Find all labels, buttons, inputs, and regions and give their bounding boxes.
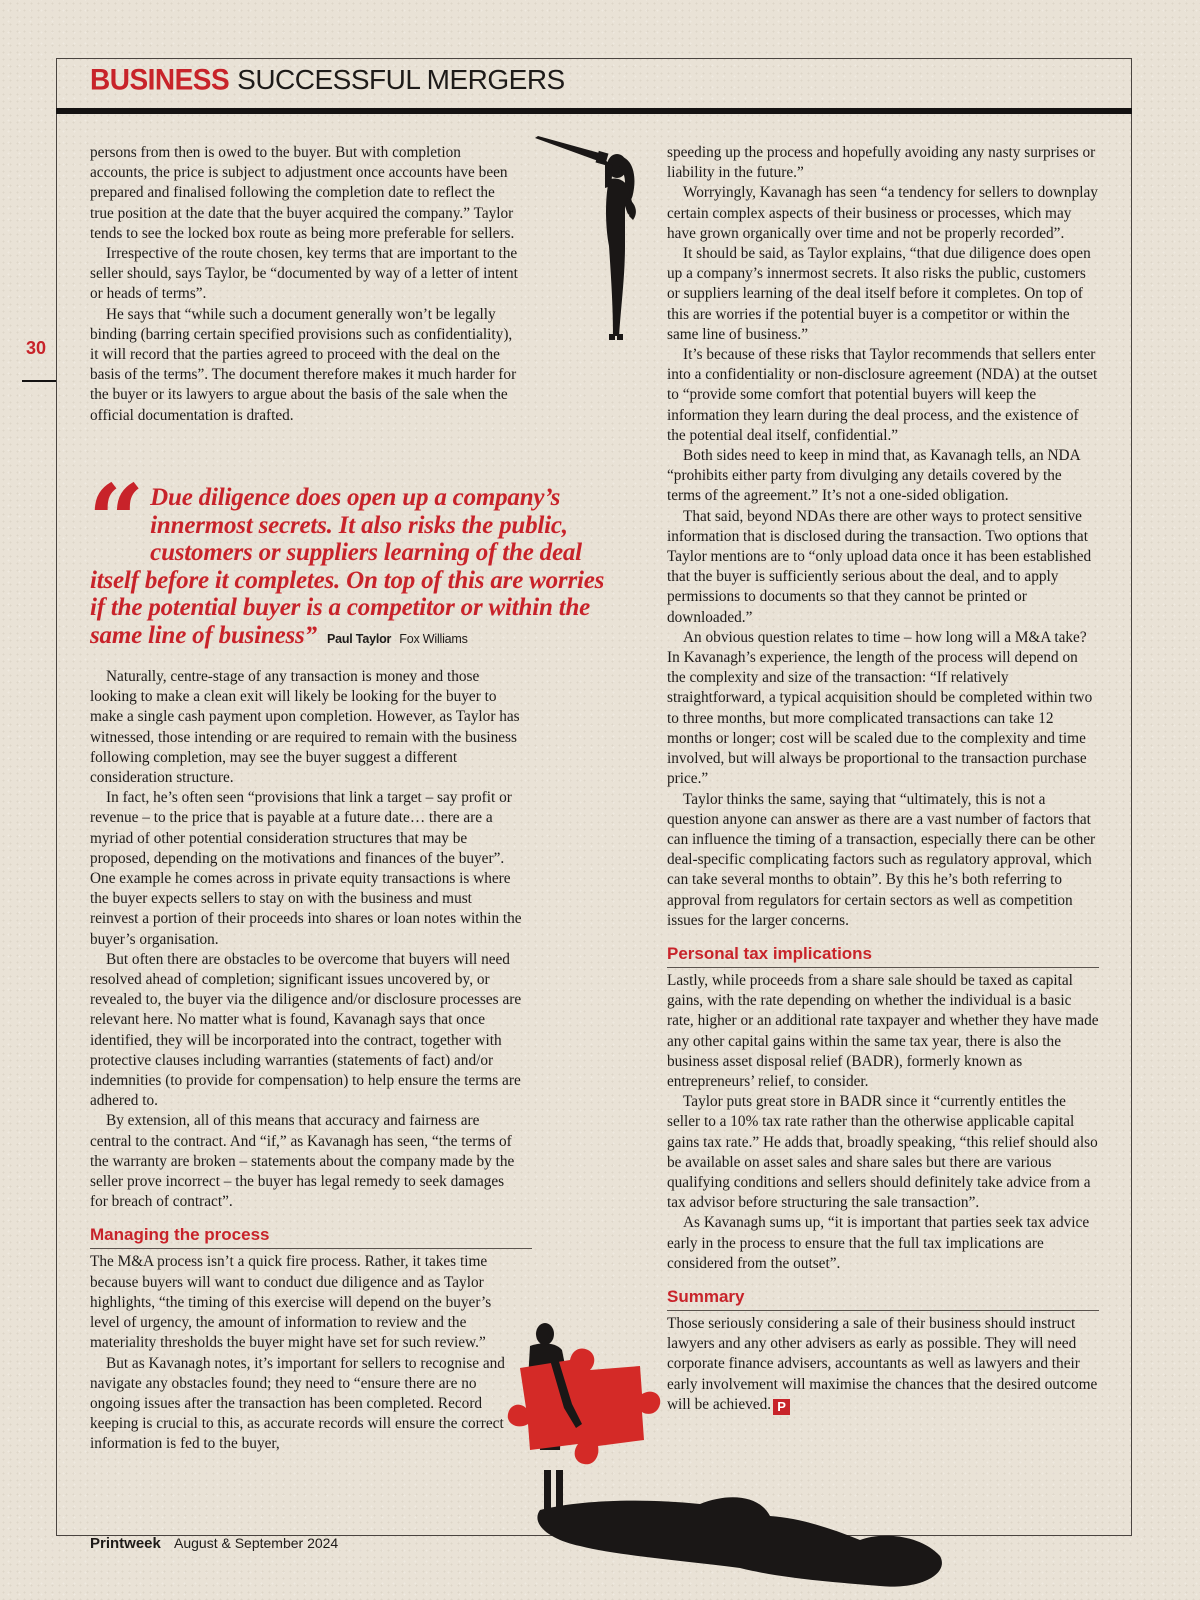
- paragraph: Taylor thinks the same, saying that “ultimately, this is not a question anyone can answer as there are a vast number of factors that can influence the timing of a transaction, especially there can be other deal-specific complicating factors such as regulatory approval, which can take several months to obtain”. By this he’s both referring to approval from regulators for certain sectors as well as competition issues for the larger concerns.: [667, 790, 1096, 929]
- subheading-tax: Personal tax implications: [667, 943, 1099, 968]
- quote-mark-icon: “: [88, 464, 145, 579]
- subheading-managing: Managing the process: [90, 1224, 532, 1249]
- paragraph: In fact, he’s often seen “provisions that link a target – say profit or revenue – to the price that is payable at a future date… there are a myriad of other potential consideration structures that may be proposed, depending on the motivations and finances of the buyer”. One example he comes across in private equity transactions is where the buyer expects sellers to stay on with the business and must reinvest a portion of their proceeds into shares or loan notes within the buyer’s organisation.: [90, 789, 522, 948]
- paragraph: As Kavanagh sums up, “it is important that parties seek tax advice early in the process to ensure that the full tax implications are considered from the outset”.: [667, 1214, 1090, 1272]
- woman-with-telescope-icon: [535, 136, 655, 342]
- page-number-rule: [22, 380, 56, 382]
- footer: [90, 1535, 338, 1552]
- section-header: [90, 64, 565, 104]
- column-2: [667, 143, 1099, 1415]
- paragraph: Both sides need to keep in mind that, as Kavanagh tells, an NDA “prohibits either party from divulging any details covered by the terms of the agreement.” It’s not a one-sided obligation.: [667, 447, 1080, 505]
- topic-label: SUCCESSFUL MERGERS: [237, 64, 565, 95]
- paragraph: But often there are obstacles to be overcome that buyers will need resolved ahead of completion; significant issues uncovered by, or revealed to, the buyer via the diligence and/or disclosure processes are relevant here. No matter what is found, Kavanagh says that once identified, they will be incorporated into the contract, together with protective clauses including warranties (statements of fact) and/or indemnities (to provide for compensation) to help ensure the terms are adhered to.: [90, 950, 522, 1110]
- man-carrying-jigsaw-piece-icon: [500, 1320, 1020, 1600]
- pull-quote-text: Due diligence does open up a company’s innermost secrets. It also risks the public, customers or suppliers learning of the deal itself before it completes. On top of this are worries if the potential buyer is a competitor or within the same line of business”: [90, 484, 605, 649]
- end-mark-icon: P: [773, 1399, 790, 1415]
- column-1-top: [90, 143, 522, 426]
- paragraph: Lastly, while proceeds from a share sale should be taxed as capital gains, with the rate depending on whether the individual is a basic rate, higher or an additional rate taxpayer and whether they have made any other capital gains within the same tax year, there is also the business asset disposal relief (BADR), formerly known as entrepreneurs’ relief, to consider.: [667, 971, 1099, 1090]
- paragraph: Taylor puts great store in BADR since it “currently entitles the seller to a 10% tax rate rather than the otherwise applicable capital gains tax rate.” He adds that, broadly speaking, “this relief should also be available on asset sales and share sales but there are various qualifying conditions and sellers should definitely take advice from a tax advisor before structuring the sale transaction”.: [667, 1093, 1098, 1212]
- pull-quote-organisation: Fox Williams: [399, 631, 468, 646]
- paragraph: speeding up the process and hopefully avoiding any nasty surprises or liability in the future.”: [667, 144, 1096, 182]
- pull-quote-author: Paul Taylor: [326, 631, 392, 646]
- summary-text: Those seriously considering a sale of their business should instruct lawyers and any other advisers as early as possible. They will need corporate finance advisers, accountants as well as lawyers and their early involvement will maximise the chances that the desired outcome will be achieved.: [667, 1314, 1098, 1413]
- header-rule: [56, 108, 1132, 114]
- paragraph: It should be said, as Taylor explains, “that due diligence does open up a company’s innermost secrets. It also risks the public, customers or suppliers learning of the deal itself before it completes. On top of this are worries if the potential buyer is a competitor or within the same line of business.”: [667, 245, 1091, 343]
- paragraph: An obvious question relates to time – how long will a M&A take? In Kavanagh’s experience, the length of the process will depend on the complexity and size of the transaction: “If relatively straightforward, a typical acquisition should be completed within two to three months, but more complicated transactions can take 12 months or longer; cost will be scaled due to the complexity and time involved, but will always be proportional to the transaction purchase price.”: [667, 628, 1093, 788]
- page-number: 30: [26, 338, 47, 358]
- column-1-bottom: [90, 667, 522, 1455]
- subheading-summary: Summary: [667, 1286, 1099, 1311]
- paragraph: The M&A process isn’t a quick fire process. Rather, it takes time because buyers will want to conduct due diligence and as Taylor highlights, “the timing of this exercise will depend on the buyer’s level of urgency, the amount of information to review and the materiality thresholds the buyer might have set for such review.”: [90, 1253, 492, 1352]
- paragraph: By extension, all of this means that accuracy and fairness are central to the contract. And “if,” as Kavanagh has seen, “the terms of the warranty are broken – statements about the company made by the seller prove incorrect – the buyer has legal remedy to seek damages for breach of contract”.: [90, 1112, 515, 1211]
- paragraph: That said, beyond NDAs there are other ways to protect sensitive information that is disclosed during the transaction. Two options that Taylor mentions are to “only upload data once it has been established that the buyer is sufficiently serious about the deal, and to apply permissions to documents so that they cannot be printed or downloaded.”: [667, 507, 1092, 626]
- section-label: BUSINESS: [90, 63, 230, 96]
- paragraph: Naturally, centre-stage of any transaction is money and those looking to make a clean exit will likely be looking for the buyer to make a single cash payment upon completion. However, as Taylor has witnessed, those intending or are required to remain with the business following completion, may see the buyer suggest a different consideration structure.: [90, 668, 520, 787]
- paragraph: He says that “while such a document generally won’t be legally binding (barring certain specified provisions such as confidentiality), it will record that the parties agreed to proceed with the deal on the basis of the terms”. The document therefore makes it much harder for the buyer or its lawyers to argue about the basis of the sale when the official documentation is drafted.: [90, 305, 517, 424]
- paragraph: Irrespective of the route chosen, key terms that are important to the seller should, says Taylor, be “documented by way of a letter of intent or heads of terms”.: [90, 245, 518, 303]
- paragraph: It’s because of these risks that Taylor recommends that sellers enter into a confidentiality or non-disclosure agreement (NDA) at the outset to “provide some comfort that potential buyers will keep the information they learn during the deal process, and the existence of the potential deal itself, confidential.”: [667, 346, 1098, 444]
- paragraph: persons from then is owed to the buyer. But with completion accounts, the price is subject to adjustment once accounts have been prepared and finalised following the completion date to reflect the true position at the date that the buyer acquired the company.” Taylor tends to see the locked box route as being more preferable for sellers.: [90, 144, 515, 242]
- footer-issue: August & September 2024: [174, 1535, 339, 1551]
- footer-brand: Printweek: [90, 1535, 161, 1552]
- paragraph: But as Kavanagh notes, it’s important for sellers to recognise and navigate any obstacles found; they need to “ensure there are no ongoing issues after the transaction has been completed. Record keeping is crucial to this, as accurate records will ensure the correct information is fed to the buyer,: [90, 1354, 505, 1453]
- paragraph: Worryingly, Kavanagh has seen “a tendency for sellers to downplay certain complex aspects of their business or processes, which may have grown organically over time and not be properly recorded”.: [667, 184, 1098, 242]
- pull-quote: [88, 464, 620, 654]
